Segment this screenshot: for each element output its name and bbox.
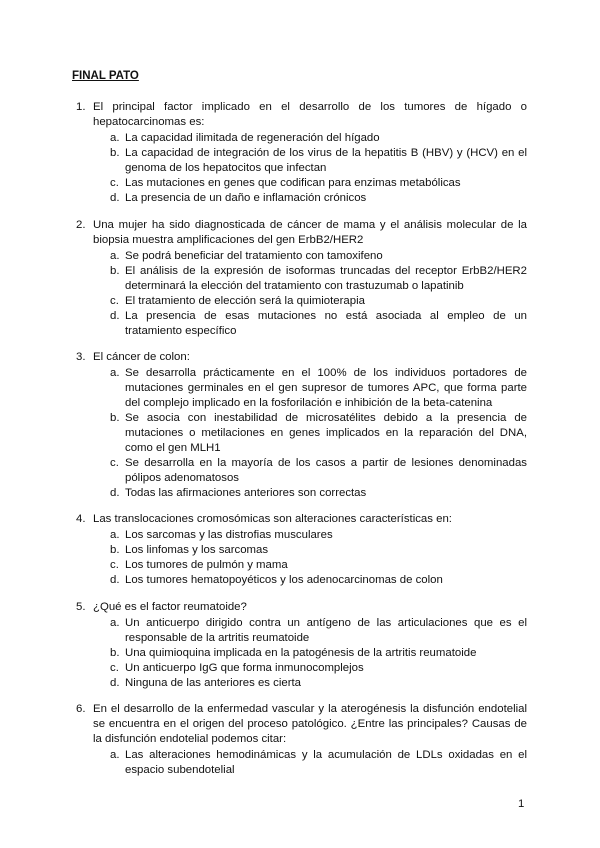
option (93, 191, 527, 206)
option-text: La presencia de esas mutaciones no está asociada al empleo de un tratamiento específico (125, 310, 527, 337)
page-number: 1 (518, 798, 525, 810)
option (93, 528, 527, 543)
option-list (93, 528, 527, 588)
question-5 (76, 600, 527, 691)
option (93, 131, 527, 146)
option-list (93, 249, 527, 339)
option-letter: a. (110, 749, 120, 761)
option-letter: a. (110, 529, 120, 541)
option-text: La capacidad ilimitada de regeneración del hígado (125, 132, 380, 144)
option (93, 661, 527, 676)
option-letter: a. (110, 617, 120, 629)
question-number: 2. (76, 219, 86, 231)
option-letter: d. (110, 487, 120, 499)
option-text: Los tumores de pulmón y mama (125, 559, 288, 571)
option-text: Los sarcomas y las distrofias musculares (125, 529, 333, 541)
question-2 (76, 218, 527, 339)
option (93, 486, 527, 501)
option-list (93, 748, 527, 778)
option-text: Las mutaciones en genes que codifican para enzimas metabólicas (125, 177, 461, 189)
option (93, 146, 527, 176)
option-letter: b. (110, 647, 120, 659)
question-text: Las translocaciones cromosómicas son alteraciones características en: (93, 513, 452, 525)
option (93, 294, 527, 309)
option-letter: c. (110, 295, 119, 307)
question-text: En el desarrollo de la enfermedad vascular y la aterogénesis la disfunción endotelial se encuentra en el origen del proceso patológico. ¿Entre las principales? Causas de la disfunción endotelial podemos citar: (93, 703, 527, 745)
option-text: Una quimioquina implicada en la patogénesis de la artritis reumatoide (125, 647, 477, 659)
option-text: Los tumores hematopoyéticos y los adenocarcinomas de colon (125, 574, 443, 586)
option-text: Todas las afirmaciones anteriores son correctas (125, 487, 367, 499)
question-number: 1. (76, 101, 86, 113)
option-letter: d. (110, 574, 120, 586)
option (93, 456, 527, 486)
question-3 (76, 350, 527, 501)
option-letter: c. (110, 177, 119, 189)
option-letter: d. (110, 192, 120, 204)
option (93, 249, 527, 264)
option-text: Un anticuerpo dirigido contra un antígeno de las articulaciones que es el responsable de la artritis reumatoide (125, 617, 527, 644)
option-list (93, 366, 527, 501)
option (93, 573, 527, 588)
option (93, 646, 527, 661)
option (93, 616, 527, 646)
option-text: Los linfomas y los sarcomas (125, 544, 269, 556)
question-text: Una mujer ha sido diagnosticada de cáncer de mama y el análisis molecular de la biopsia muestra amplificaciones del gen ErbB2/HER2 (93, 219, 527, 246)
option (93, 176, 527, 191)
option-text: La presencia de un daño e inflamación crónicos (125, 192, 367, 204)
question-1 (76, 100, 527, 206)
question-number: 4. (76, 513, 86, 525)
option-list (93, 616, 527, 691)
option-text: Se desarrolla en la mayoría de los casos a partir de lesiones denominadas pólipos adenomatosos (125, 457, 527, 484)
question-6 (76, 702, 527, 778)
option-letter: d. (110, 677, 120, 689)
document-title: FINAL PATO (72, 70, 139, 82)
option-letter: c. (110, 457, 119, 469)
option-list (93, 131, 527, 206)
option (93, 543, 527, 558)
option-letter: c. (110, 559, 119, 571)
option-text: Se asocia con inestabilidad de microsatélites debido a la presencia de mutaciones o metilaciones en genes implicados en la reparación del DNA, como el gen MLH1 (125, 412, 527, 454)
option-text: Ninguna de las anteriores es cierta (125, 677, 302, 689)
option-letter: b. (110, 412, 120, 424)
question-number: 6. (76, 703, 86, 715)
question-number: 5. (76, 601, 86, 613)
question-4 (76, 512, 527, 588)
option-letter: c. (110, 662, 119, 674)
option-letter: a. (110, 367, 120, 379)
option (93, 676, 527, 691)
option (93, 748, 527, 778)
option-text: Se desarrolla prácticamente en el 100% de los individuos portadores de mutaciones germinales en el gen supresor de tumores APC, que forma parte del complejo implicado en la fosforilación e inhibición de la beta-catenina (125, 367, 527, 409)
option-text: Se podrá beneficiar del tratamiento con tamoxifeno (125, 250, 383, 262)
option-letter: a. (110, 132, 120, 144)
option-text: El análisis de la expresión de isoformas truncadas del receptor ErbB2/HER2 determinará la elección del tratamiento con trastuzumab o lapatinib (125, 265, 527, 292)
question-text: El principal factor implicado en el desarrollo de los tumores de hígado o hepatocarcinomas es: (93, 101, 527, 128)
option-letter: d. (110, 310, 120, 322)
option-letter: b. (110, 147, 120, 159)
option-letter: a. (110, 250, 120, 262)
question-text: ¿Qué es el factor reumatoide? (93, 601, 247, 613)
option-text: Un anticuerpo IgG que forma inmunocomplejos (125, 662, 364, 674)
option (93, 264, 527, 294)
option (93, 411, 527, 456)
option-letter: b. (110, 265, 120, 277)
option-text: El tratamiento de elección será la quimioterapia (125, 295, 365, 307)
option (93, 558, 527, 573)
option-text: La capacidad de integración de los virus de la hepatitis B (HBV) y (HCV) en el genoma de los hepatocitos que infectan (125, 147, 527, 174)
option-text: Las alteraciones hemodinámicas y la acumulación de LDLs oxidadas en el espacio subendotelial (125, 749, 527, 776)
option-letter: b. (110, 544, 120, 556)
option (93, 366, 527, 411)
option (93, 309, 527, 339)
question-text: El cáncer de colon: (93, 351, 190, 363)
question-number: 3. (76, 351, 86, 363)
